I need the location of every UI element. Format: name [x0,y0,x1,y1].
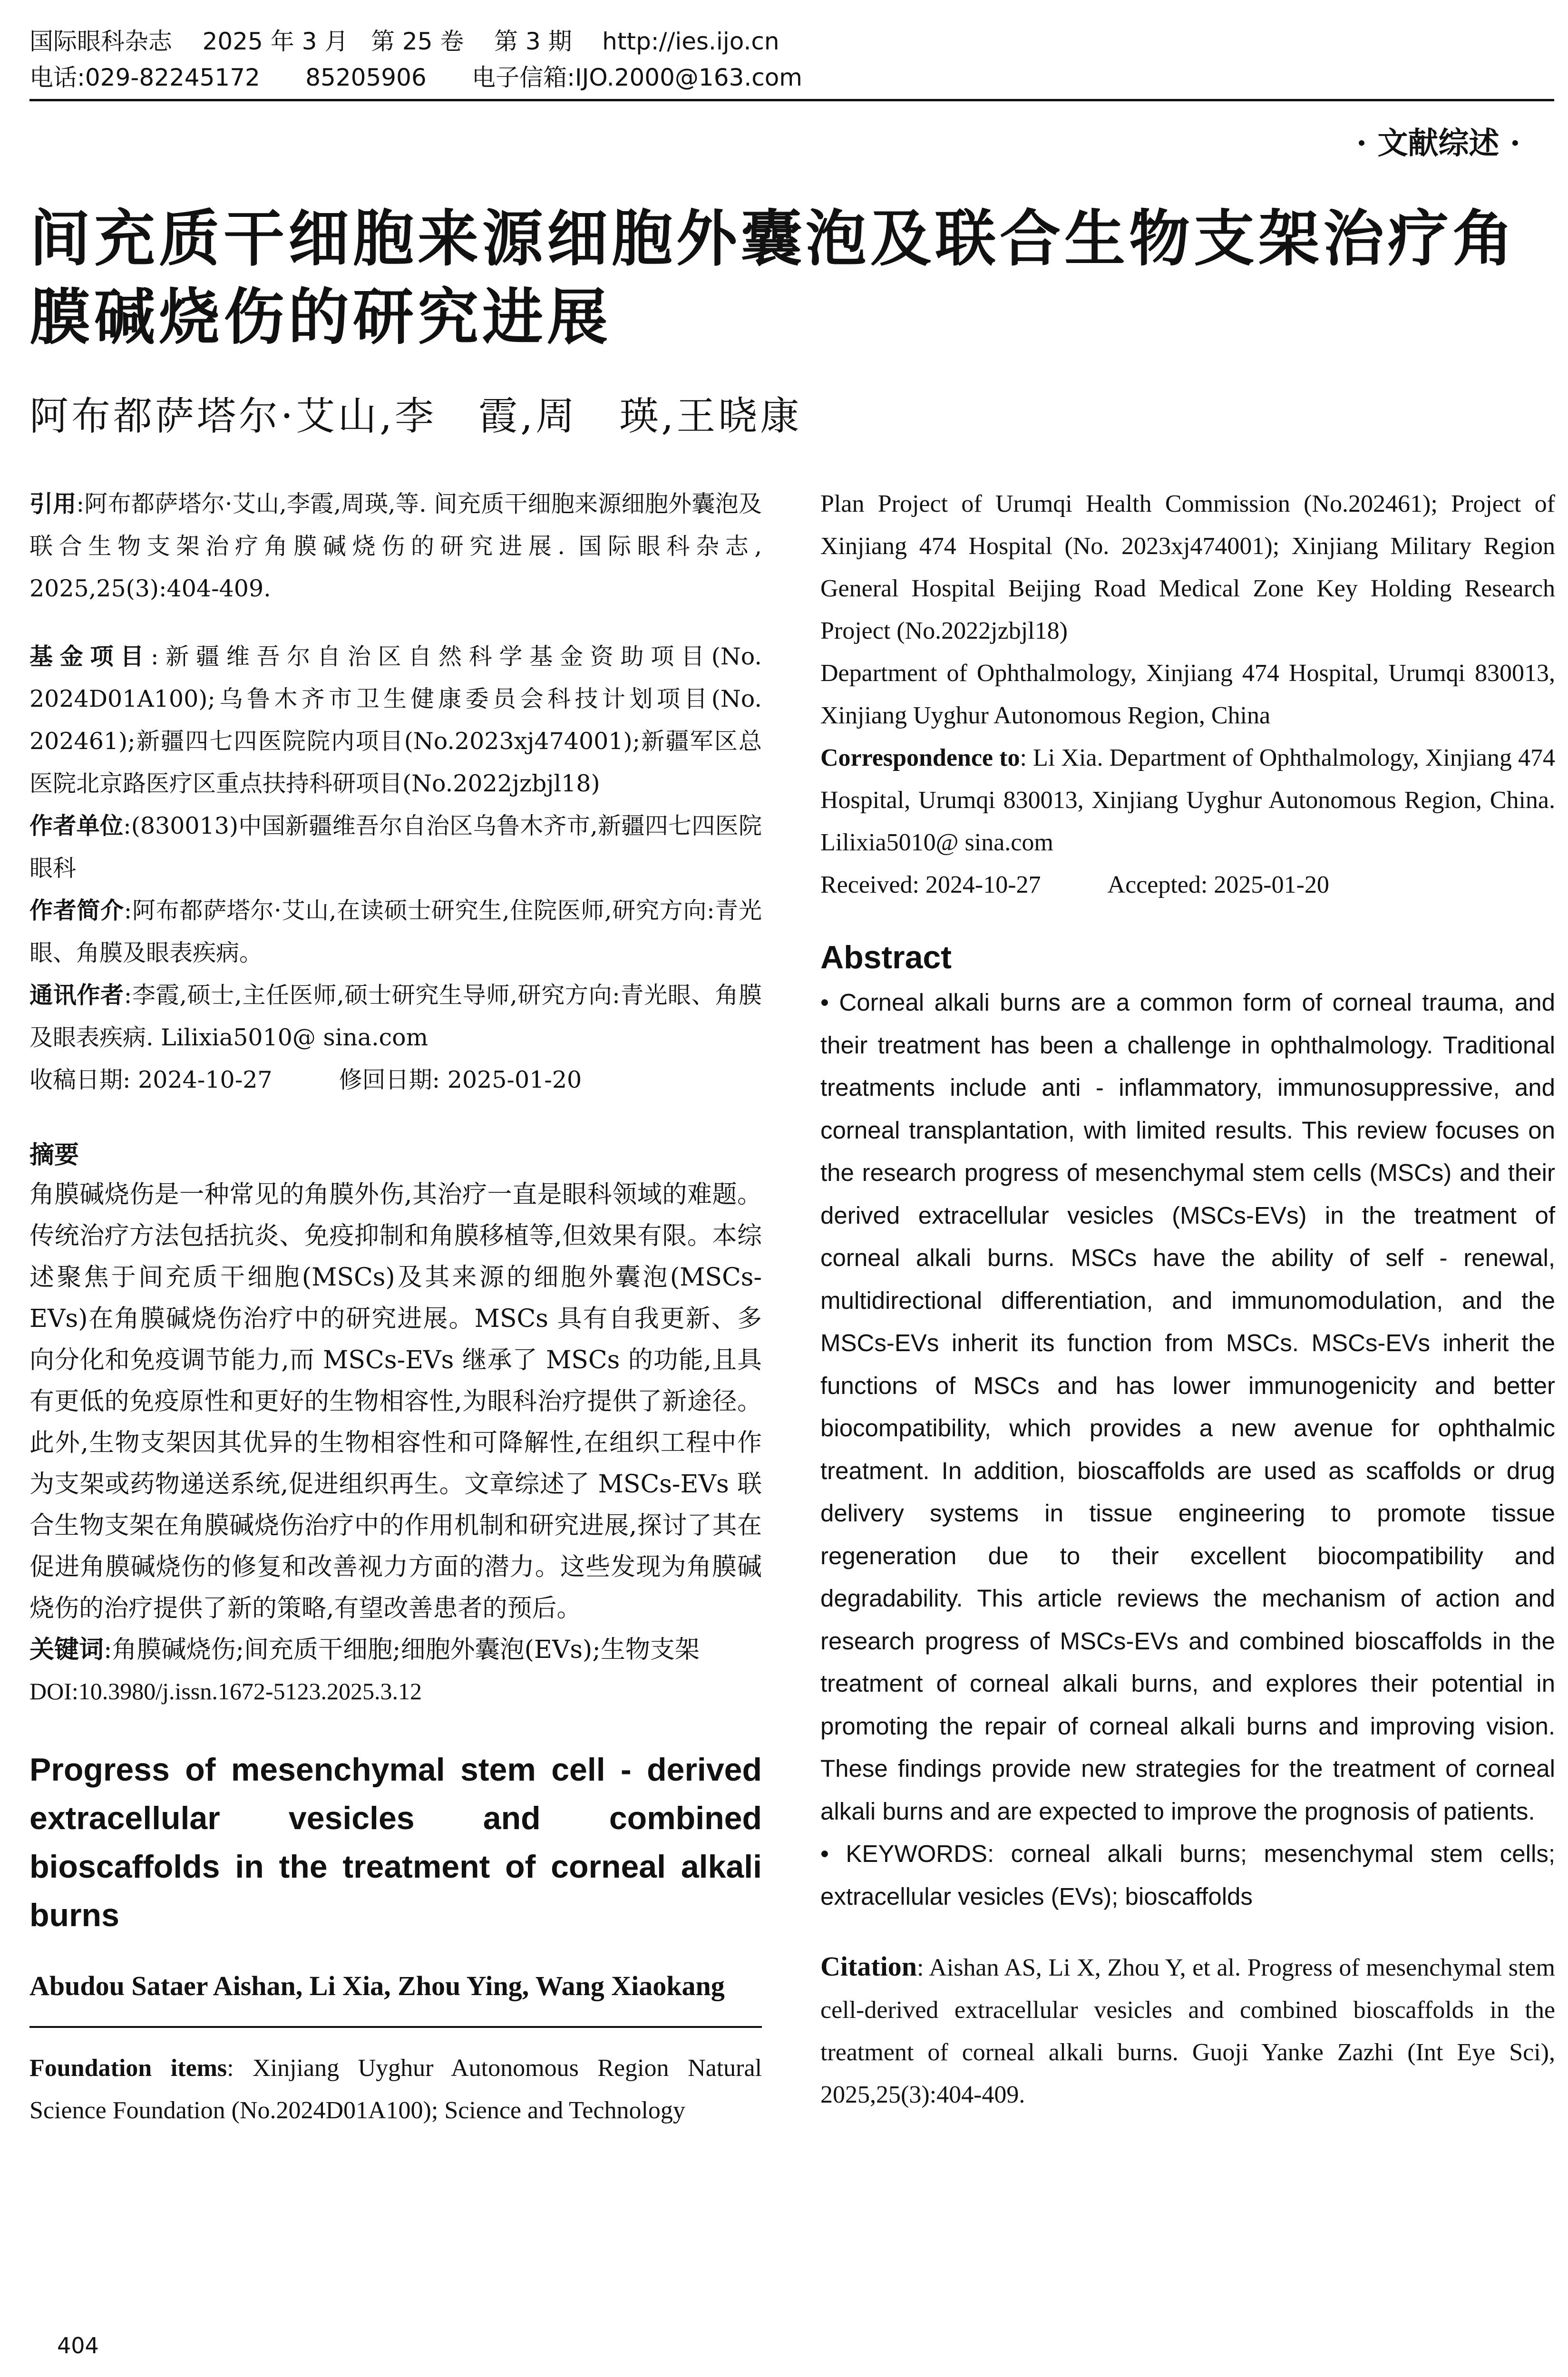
abstract-cn: 角膜碱烧伤是一种常见的角膜外伤,其治疗一直是眼科领域的难题。传统治疗方法包括抗炎、免疫抑制和角膜移植等,但效果有限。本综述聚焦于间充质干细胞(MSCs)及其来源的细胞外囊泡(MSCs-EVs)在角膜碱烧伤治疗中的研究进展。MSCs 具有自我更新、多向分化和免疫调节能力,而 MSCs-EVs 继承了 MSCs 的功能,且具有更低的免疫原性和更好的生物相容性,为眼科治疗提供了新途径。此外,生物支架因其优异的生物相容性和可降解性,在组织工程中作为支架或药物递送系统,促进组织再生。文章综述了 MSCs-EVs 联合生物支架在角膜碱烧伤治疗中的作用机制和研究进展,探讨了其在促进角膜碱烧伤的修复和改善视力方面的潜力。这些发现为角膜碱烧伤的治疗提供了新的策略,有望改善患者的预后。 [29,1180,762,1623]
unit-cn-text: :(830013)中国新疆维吾尔自治区乌鲁木齐市,新疆四七四医院眼科 [29,812,762,882]
received-date-cn: 收稿日期: 2024-10-27 [29,1066,273,1093]
keywords-en: • KEYWORDS: corneal alkali burns; mesenchymal stem cells; extracellular vesicles (EVs); bioscaffolds [820,1840,1555,1910]
left-column-rule [29,2026,762,2028]
journal-url[interactable]: http://ies.ijo.cn [602,28,779,55]
citation-cn [29,483,762,610]
journal-email[interactable]: 电子信箱:IJO.2000@163.com [472,64,802,91]
dates-en [820,864,1555,906]
corr-cn-label: 通讯作者 [29,982,124,1009]
journal-phone-2: 85205906 [305,64,427,91]
fund-cn-text: :新疆维吾尔自治区自然科学基金资助项目(No. 2024D01A100);乌鲁木齐市卫生健康委员会科技计划项目(No. 202461);新疆四七四医院院内项目(No.2023xj474001);新疆军区总医院北京路医疗区重点扶持科研项目(No.2022jzbjl18) [29,643,762,797]
journal-name: 国际眼科杂志 [29,28,172,55]
citation-cn-label: 引用 [29,490,77,517]
foundation-en-label: Foundation items [29,2055,227,2082]
dates-cn [29,1059,762,1101]
journal-header-line-2 [29,61,1551,94]
foundation-en-continued: Plan Project of Urumqi Health Commission (No.202461); Project of Xinjiang 474 Hospital (No. 2023xj474001); Xinjiang Military Region General Hospital Beijing Road Medical Zone Key Holding Research Project (No.2022jzbjl18) [820,490,1555,644]
fund-cn-label: 基金项目 [29,643,151,670]
corr-cn [29,974,762,1059]
correspondence-en-text: : Li Xia. Department of Ophthalmology, Xinjiang 474 Hospital, Urumqi 830013, Xinjiang Uyghur Autonomous Region, China. Lilixia5010@ sina.com [820,744,1555,856]
unit-cn [29,805,762,889]
abstract-en: • Corneal alkali burns are a common form of corneal trauma, and their treatment has been a challenge in ophthalmology. Traditional treatments include anti - inflammatory, immunosuppressive, and corneal transplantation, with limited results. This review focuses on the research progress of mesenchymal stem cells (MSCs) and their derived extracellular vesicles (MSCs-EVs) in the treatment of corneal alkali burns. MSCs have the ability of self - renewal, multidirectional differentiation, and immunomodulation, and the MSCs-EVs inherit its function from MSCs. MSCs-EVs inherit the functions of MSCs and has lower immunogenicity and better biocompatibility, which provides a new avenue for ophthalmic treatment. In addition, bioscaffolds are used as scaffolds or drug delivery systems in tissue engineering to promote tissue regeneration due to their excellent biocompatibility and degradability. This article reviews the mechanism of action and research progress of MSCs-EVs and combined bioscaffolds in the treatment of corneal alkali burns, and explores their potential in promoting the repair of corneal alkali burns and improving vision. These findings provide new strategies for the treatment of corneal alkali burns and are expected to improve the prognosis of patients. [820,989,1555,1825]
section-label: · 文献综述 · [1356,126,1520,161]
left-column [29,483,762,2132]
english-title: Progress of mesenchymal stem cell - derived extracellular vesicles and combined bioscaffolds in the treatment of corneal alkali burns [29,1752,762,1933]
bio-cn-label: 作者简介 [29,897,124,924]
english-authors: Abudou Sataer Aishan, Li Xia, Zhou Ying, Wang Xiaokang [29,1970,725,2001]
foundation-en-text: : Xinjiang Uyghur Autonomous Region Natural Science Foundation (No.2024D01A100); Science and Technology [29,2055,762,2124]
citation-cn-text: :阿布都萨塔尔·艾山,李霞,周瑛,等. 间充质干细胞来源细胞外囊泡及联合生物支架治疗角膜碱烧伤的研究进展. 国际眼科杂志, 2025,25(3):404-409. [29,490,762,602]
citation-en-text: : Aishan AS, Li X, Zhou Y, et al. Progress of mesenchymal stem cell-derived extracellular vesicles and combined bioscaffolds in the treatment of corneal alkali burns. Guoji Yanke Zazhi (Int Eye Sci), 2025,25(3):404-409. [820,1954,1555,2108]
right-column [820,483,1555,2116]
citation-en [820,1945,1555,2116]
bio-cn-text: :阿布都萨塔尔·艾山,在读硕士研究生,住院医师,研究方向:青光眼、角膜及眼表疾病。 [29,897,762,966]
received-date-en: Received: 2024-10-27 [820,871,1041,898]
keywords-cn-label: 关键词 [29,1636,104,1664]
keywords-cn [29,1629,762,1671]
corr-cn-text: :李霞,硕士,主任医师,硕士研究生导师,研究方向:青光眼、角膜及眼表疾病. Lilixia5010@ sina.com [29,982,762,1051]
accepted-date-en: Accepted: 2025-01-20 [1107,871,1329,898]
article-authors: 阿布都萨塔尔·艾山,李 霞,周 瑛,王晓康 [29,394,802,439]
article-title: 间充质干细胞来源细胞外囊泡及联合生物支架治疗角膜碱烧伤的研究进展 [29,204,1518,353]
issue-info: 2025 年 3 月 第 25 卷 第 3 期 [202,28,572,55]
page-number: 404 [57,2333,99,2358]
abstract-cn-heading: 摘要 [29,1141,79,1169]
abstract-en-heading: Abstract [820,939,952,975]
department-en: Department of Ophthalmology, Xinjiang 474 Hospital, Urumqi 830013, Xinjiang Uyghur Autonomous Region, China [820,660,1555,729]
journal-header-line-1 [29,25,1551,58]
journal-phone: 电话:029-82245172 [29,64,260,91]
bio-cn [29,889,762,974]
unit-cn-label: 作者单位 [29,812,124,839]
revised-date-cn: 修回日期: 2025-01-20 [339,1066,582,1093]
keywords-cn-text: :角膜碱烧伤;间充质干细胞;细胞外囊泡(EVs);生物支架 [104,1636,700,1664]
doi: DOI:10.3980/j.issn.1672-5123.2025.3.12 [29,1678,422,1705]
correspondence-en [820,737,1555,864]
foundation-en [29,2047,762,2132]
fund-cn [29,635,762,805]
correspondence-en-label: Correspondence to [820,744,1020,771]
header-rule [29,99,1554,101]
citation-en-label: Citation [820,1951,917,1982]
